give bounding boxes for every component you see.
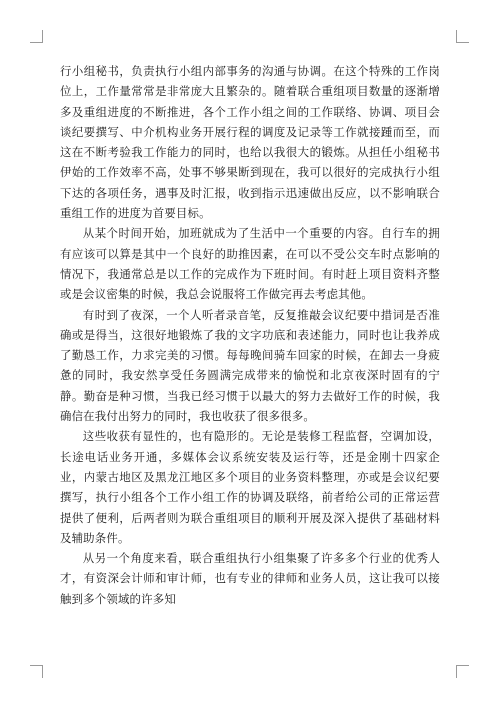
paragraph-3: 有时到了夜深，一个人听者录音笔，反复推敲会议纪要中措词是否准确或是得当，这很好地锻炼了我的文字功底和表述能力，同时也让我养成了勤恳工作，力求完美的习惯。每每晚间骑车回家的时候，在卸去一身疲惫的同时，我安然享受任务圆满完成带来的愉悦和北京夜深时固有的宁静。勤奋是种习惯，当我已经习惯于以最大的努力去做好工作的时候，我确信在我付出努力的同时，我也收获了很多很多。 (60, 307, 440, 424)
paragraph-4: 这些收获有显性的，也有隐形的。无论是装修工程监督，空调加设，长途电话业务开通，多媒体会议系统安装及运行等，还是金刚十四家企业，内蒙古地区及黑龙江地区多个项目的业务资料整理，亦或是会议纪要撰写，执行小组各个工作小组工作的协调及联络，前者给公司的正常运营提供了便利，后两者则为联合重组项目的顺利开展及深入提供了基础材料及辅助条件。 (60, 429, 440, 545)
paragraph-1: 行小组秘书，负责执行小组内部事务的沟通与协调。在这个特殊的工作岗位上，工作量常常是非常庞大且繁杂的。随着联合重组项目数量的逐渐增多及重组进度的不断推进，各个工作小组之间的工作联络、协调、项目会谈纪要撰写、中介机构业务开展行程的调度及记录等工作就接踵而至，而这在不断考验我工作能力的同时，也给以我很大的锻炼。从担任小组秘书伊始的工作效率不高，处事不够果断到现在，我可以很好的完成执行小组下达的各项任务，遇事及时汇报，收到指示迅速做出反应，以不影响联合重组工作的进度为首要目标。 (60, 64, 440, 221)
crop-mark-top-right (456, 30, 469, 43)
crop-mark-bottom-right (456, 665, 469, 678)
crop-mark-top-left (30, 30, 43, 43)
paragraph-2: 从某个时间开始，加班就成为了生活中一个重要的内容。自行车的拥有应该可以算是其中一个良好的助推因素，在可以不受公交车时点影响的情况下，我通常总是以工作的完成作为下班时间。有时赶上项目资料齐整或是会议密集的时候，我总会说服将工作做完再去考虑其他。 (60, 226, 440, 302)
crop-mark-bottom-left (30, 665, 43, 678)
paragraph-5: 从另一个角度来看，联合重组执行小组集聚了许多多个行业的优秀人才，有资深会计师和审计师，也有专业的律师和业务人员，这让我可以接触到多个领域的许多知 (60, 551, 440, 606)
document-body (60, 61, 440, 609)
